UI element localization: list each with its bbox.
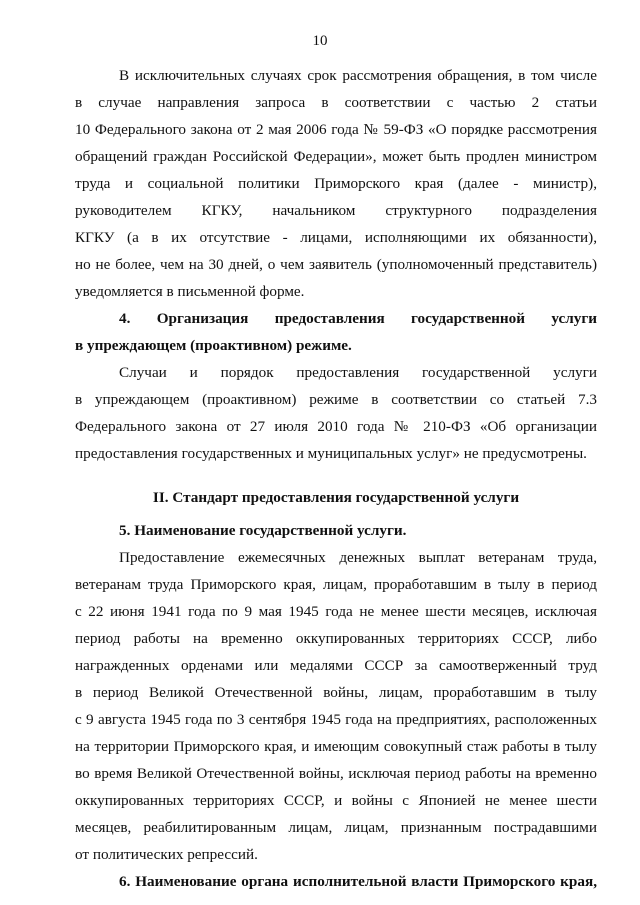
text-line: ветеранам труда Приморского края, лицам, проработавшим в тылу в период — [75, 576, 597, 593]
heading-proactive-mode — [75, 305, 597, 359]
text-line: труда и социальной политики Приморского края (далее - министр), — [75, 175, 597, 192]
paragraph-extension-terms — [75, 62, 597, 305]
text-line: с 22 июня 1941 года по 9 мая 1945 года не менее шести месяцев, исключая — [75, 603, 597, 620]
page-number: 10 — [312, 33, 328, 49]
text-line: период работы на временно оккупированных территориях СССР, либо — [75, 630, 597, 647]
text-line: КГКУ (а в их отсутствие - лицами, исполняющими их обязанности), — [75, 229, 597, 246]
text-line: в случае направления запроса в соответствии с частью 2 статьи — [75, 94, 597, 111]
text-line: с 9 августа 1945 года по 3 сентября 1945 года на предприятиях, расположенных — [75, 711, 597, 728]
text-line: от политических репрессий. — [75, 846, 258, 863]
text-line: предоставления государственных и муниципальных услуг» не предусмотрены. — [75, 445, 587, 462]
document-body — [75, 62, 597, 895]
text-line: месяцев, реабилитированным лицам, лицам, признанным пострадавшими — [75, 819, 597, 836]
text-line: награжденных орденами или медалями СССР за самоотверженный труд — [75, 657, 597, 674]
text-line: обращений граждан Российской Федерации», может быть продлен министром — [75, 148, 597, 165]
text-line: Предоставление ежемесячных денежных выплат ветеранам труда, — [119, 549, 597, 566]
spacer — [75, 467, 597, 484]
text-line: в упреждающем (проактивном) режиме в соответствии со статьей 7.3 — [75, 391, 597, 408]
heading-service-name: 5. Наименование государственной услуги. — [119, 522, 407, 539]
text-line: в период Великой Отечественной войны, лицам, проработавшим в тылу — [75, 684, 597, 701]
paragraph-proactive-cases — [75, 359, 597, 467]
text-line: 10 Федерального закона от 2 мая 2006 года № 59-ФЗ «О порядке рассмотрения — [75, 121, 597, 138]
paragraph-service-description — [75, 544, 597, 868]
text-line: во время Великой Отечественной войны, исключая период работы на временно — [75, 765, 597, 782]
text-line: В исключительных случаях срок рассмотрения обращения, в том числе — [119, 67, 597, 84]
text-line: на территории Приморского края, и имеющим совокупный стаж работы в тылу — [75, 738, 597, 755]
text-line: оккупированных территориях СССР, и войны с Японией не менее шести — [75, 792, 597, 809]
text-line: Федерального закона от 27 июля 2010 года № 210-ФЗ «Об организации — [75, 418, 597, 435]
section-title: II. Стандарт предоставления государственной услуги — [152, 489, 520, 506]
heading-line: в упреждающем (проактивном) режиме. — [75, 337, 352, 354]
text-line: уведомляется в письменной форме. — [75, 283, 305, 300]
text-line: Случаи и порядок предоставления государственной услуги — [119, 364, 597, 381]
text-line: руководителем КГКУ, начальником структурного подразделения — [75, 202, 597, 219]
heading-executive-body: 6. Наименование органа исполнительной власти Приморского края, — [119, 873, 597, 890]
text-line: но не более, чем на 30 дней, о чем заявитель (уполномоченный представитель) — [75, 256, 597, 273]
heading-line: 4. Организация предоставления государственной услуги — [119, 310, 597, 327]
